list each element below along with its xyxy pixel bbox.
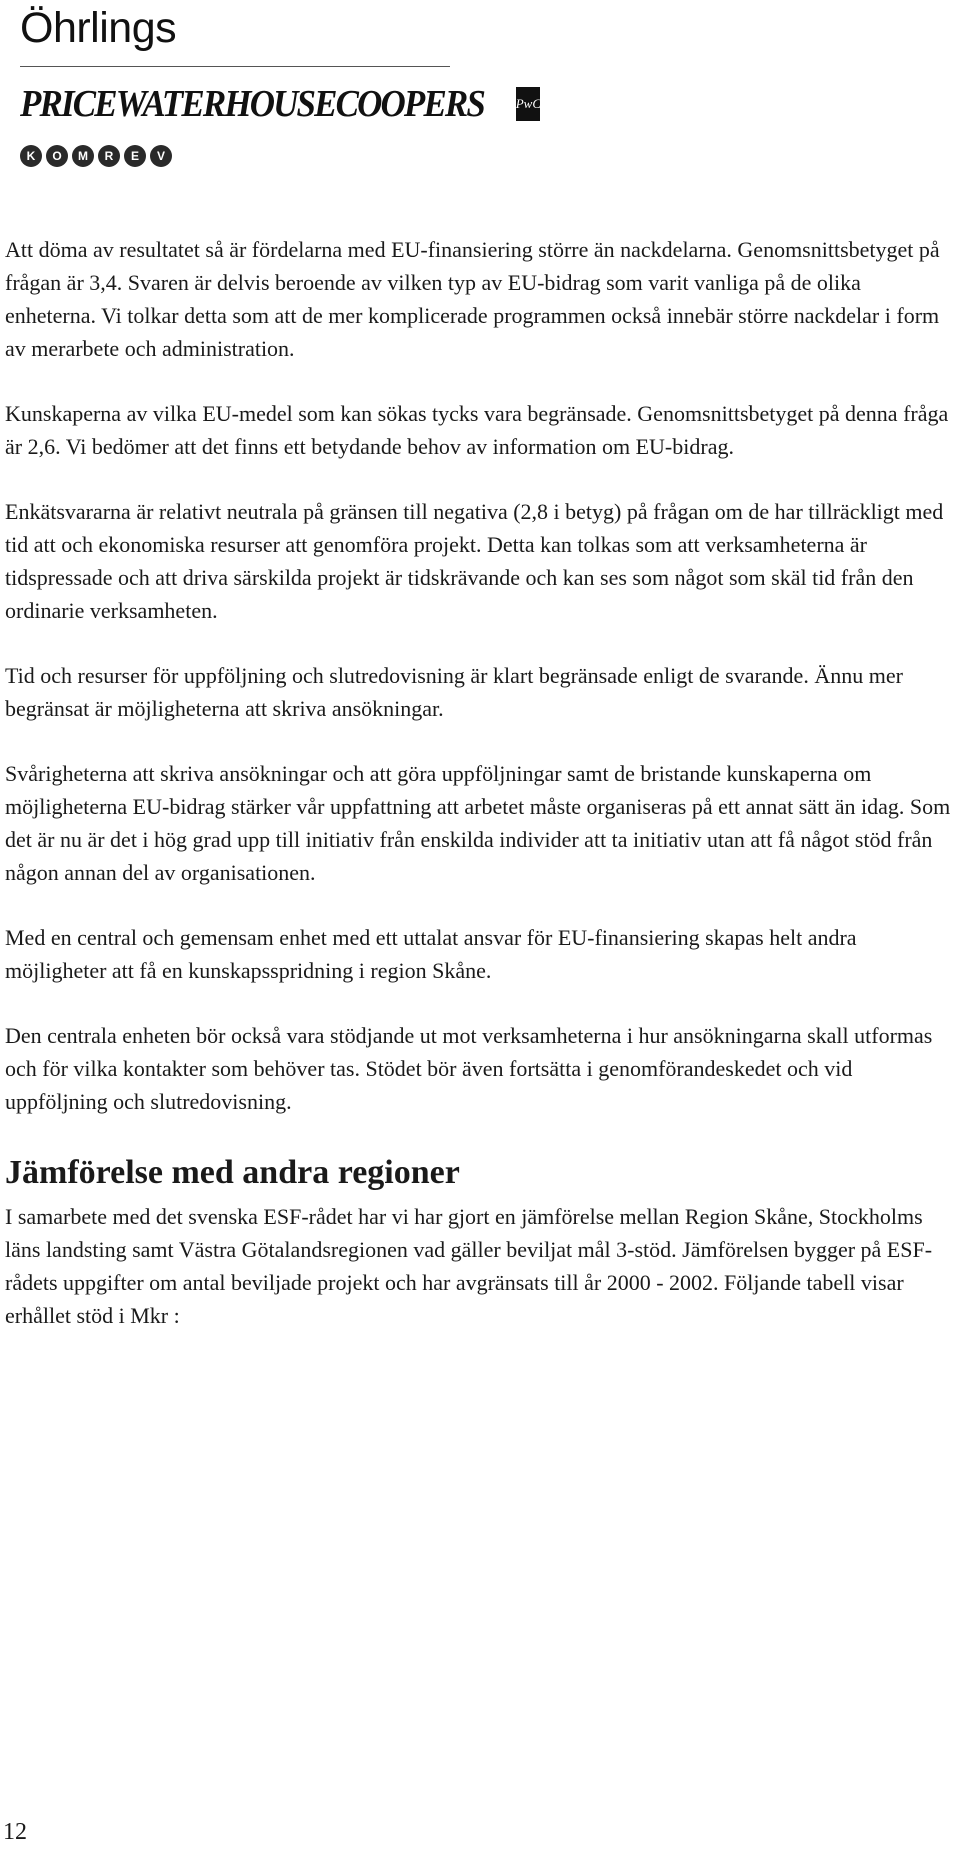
- company-logo: [20, 0, 542, 167]
- page-number: 12: [3, 1819, 27, 1845]
- paragraph-knowledge: Kunskaperna av vilka EU-medel som kan sökas tycks vara begränsade. Genomsnittsbetyget på denna fråga är 2,6. Vi bedömer att det finns ett betydande behov av information om EU-bidrag.: [5, 401, 949, 459]
- paragraph-benefits: Att döma av resultatet så är fördelarna med EU-finansiering större än nackdelarna. Genomsnittsbetyget på frågan är 3,4. Svaren är delvis beroende av vilken typ av EU-bidrag som varit vanliga på de olika enheterna. Vi tolkar detta som att de mer komplicerade programmen också innebär större nackdelar i form av merarbete och administration.: [5, 237, 940, 361]
- paragraph-difficulties: Svårigheterna att skriva ansökningar och att göra uppföljningar samt de bristande kunskaperna om möjligheterna EU-bidrag stärker vår uppfattning att arbetet måste organiseras på ett annat sätt än idag. Som det är nu är det i hög grad upp till initiativ från enskilda individer att ta initiativ utan att få något stöd från någon annan del av organisationen.: [5, 761, 951, 885]
- logo-brand-text: PRICEWATERHOUSECOOPERS: [20, 83, 485, 125]
- komrev-badges: [20, 145, 460, 167]
- komrev-badge: K: [20, 145, 42, 167]
- logo-brand-row: [20, 81, 542, 127]
- logo-divider: [20, 66, 450, 67]
- paragraph-time-resources: Enkätsvararna är relativt neutrala på gränsen till negativa (2,8 i betyg) på frågan om de har tillräckligt med tid att och ekonomiska resurser att genomföra projekt. Detta kan tolkas som att verksamheterna är tidspressade och att driva särskilda projekt är tidskrävande och kan ses som något som skäl tid från den ordinarie verksamheten.: [5, 499, 944, 623]
- paragraph-comparison: I samarbete med det svenska ESF-rådet har vi har gjort en jämförelse mellan Region Skåne, Stockholms läns landsting samt Västra Götalandsregionen vad gäller beviljat mål 3-stöd. Jämförelsen bygger på ESF-rådets uppgifter om antal beviljade projekt och har avgränsats till år 2000 - 2002. Följande tabell visar erhållet stöd i Mkr :: [5, 1204, 933, 1328]
- komrev-badge: M: [72, 145, 94, 167]
- section-heading: Jämförelse med andra regioner: [5, 1154, 460, 1191]
- komrev-badge: O: [46, 145, 68, 167]
- komrev-badge: R: [98, 145, 120, 167]
- paragraph-followup: Tid och resurser för uppföljning och slutredovisning är klart begränsade enligt de svarande. Ännu mer begränsat är möjligheterna att skriva ansökningar.: [5, 663, 903, 721]
- paragraph-support: Den centrala enheten bör också vara stödjande ut mot verksamheterna i hur ansökningarna skall utformas och för vilka kontakter som behöver tas. Stödet bör även fortsätta i genomförandeskedet och vid uppföljning och slutredovisning.: [5, 1023, 933, 1114]
- paragraph-central-unit: Med en central och gemensam enhet med ett uttalat ansvar för EU-finansiering skapas helt andra möjligheter att få en kunskapsspridning i region Skåne.: [5, 925, 857, 983]
- document-body: [5, 233, 955, 1364]
- komrev-badge: E: [124, 145, 146, 167]
- logo-ohrlings-text: Öhrlings: [20, 4, 177, 52]
- komrev-badge: V: [150, 145, 172, 167]
- logo-emblem-icon: PwC: [516, 87, 540, 121]
